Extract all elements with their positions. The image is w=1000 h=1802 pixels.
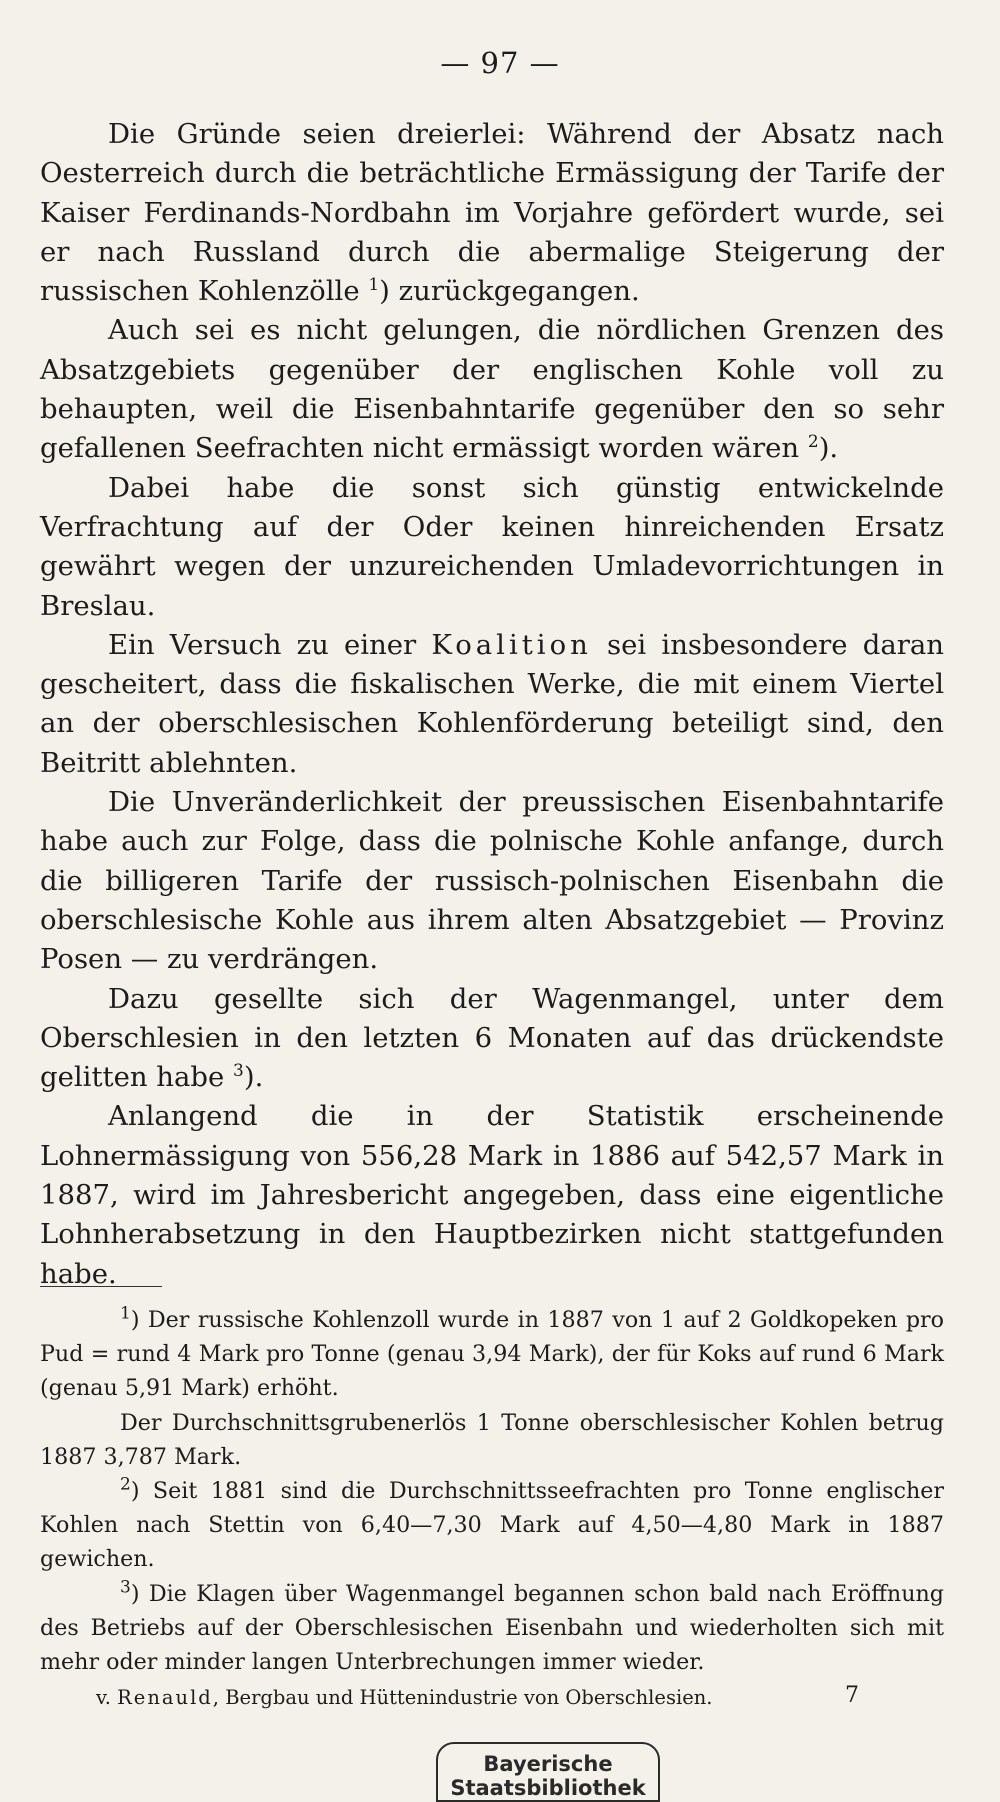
library-stamp: [436, 1742, 660, 1802]
paragraph-6-tail: ).: [243, 1061, 264, 1094]
stamp-line-2: Staatsbibliothek: [450, 1776, 646, 1800]
footnote-3-text: ) Die Klagen über Wagenmangel begannen schon bald nach Eröffnung des Betriebs auf der Oberschlesischen Eisenbahn und wiederholten sich mit mehr oder minder langen Unterbrechungen immer wieder.: [40, 1580, 944, 1676]
paragraph-1-tail: ) zurückgegangen.: [379, 275, 640, 308]
footnotes: [40, 1303, 944, 1679]
paragraph-1-text: Die Gründe seien dreierlei: Während der Absatz nach Oesterreich durch die beträchtliche Ermässigung der Tarife der Kaiser Ferdinands-Nordbahn im Vorjahre gefördert wurde, sei er nach Russland durch die abermalige Steigerung der russischen Kohlenzölle: [40, 118, 944, 308]
paragraph-4: [40, 626, 944, 783]
footnote-3: [40, 1577, 944, 1680]
footnote-ref-2: 2: [807, 432, 819, 453]
paragraph-2-tail: ).: [818, 432, 839, 465]
footnote-2: [40, 1474, 944, 1577]
footnote-1-marker: 1: [120, 1303, 131, 1324]
paragraph-3: Dabei habe die sonst sich günstig entwickelnde Verfrachtung auf der Oder keinen hinreichenden Ersatz gewährt wegen der unzureichenden Umladevorrichtungen in Breslau.: [40, 471, 944, 622]
page-number: — 97 —: [440, 46, 560, 80]
paragraph-2-text: Auch sei es nicht gelungen, die nördlichen Grenzen des Absatzgebiets gegenüber der englischen Kohle voll zu behaupten, weil die Eisenbahntarife gegenüber den so sehr gefallenen Seefrachten nicht ermässigt worden wären: [40, 314, 944, 465]
paragraph-6: [40, 980, 944, 1098]
footnote-1-continuation: Der Durchschnittsgrubenerlös 1 Tonne oberschlesischer Kohlen betrug 1887 3,787 Mark.: [40, 1409, 944, 1470]
main-text: [40, 115, 944, 1294]
paragraph-2: [40, 311, 944, 468]
paragraph-4-text: Ein Versuch zu einer: [108, 628, 417, 661]
stamp-line-1: Bayerische: [483, 1752, 613, 1776]
footnote-ref-3: 3: [233, 1060, 244, 1081]
signature-title: , Bergbau und Hüttenindustrie von Oberschlesien.: [212, 1686, 713, 1709]
paragraph-7: Anlangend die in der Statistik erscheinende Lohnermässigung von 556,28 Mark in 1886 auf 542,57 Mark in 1887, wird im Jahresbericht angegeben, dass eine eigentliche Lohnherabsetzung in den Hauptbezirken nicht stattgefunden habe.: [40, 1100, 944, 1290]
sheet-number: 7: [845, 1683, 859, 1708]
footnote-1: [40, 1303, 944, 1406]
signature-prefix: v.: [96, 1686, 111, 1709]
paragraph-1: [40, 115, 944, 311]
footnote-2-text: ) Seit 1881 sind die Durchschnittsseefrachten pro Tonne englischer Kohlen nach Stettin von 6,40—7,30 Mark auf 4,50—4,80 Mark in 1887 gewichen.: [40, 1478, 944, 1573]
paragraph-6-text: Dazu gesellte sich der Wagenmangel, unter dem Oberschlesien in den letzten 6 Monaten auf das drückendste gelitten habe: [40, 982, 944, 1094]
footnote-1-text: ) Der russische Kohlenzoll wurde in 1887 von 1 auf 2 Goldkopeken pro Pud = rund 4 Mark pro Tonne (genau 3,94 Mark), der für Koks auf rund 6 Mark (genau 5,91 Mark) erhöht.: [40, 1307, 944, 1402]
paragraph-4-tail: sei insbesondere daran gescheitert, dass die fiskalischen Werke, die mit einem Viertel an der oberschlesischen Kohlenförderung beteiligt sind, den Beitritt ablehnten.: [40, 628, 945, 779]
paragraph-5: Die Unveränderlichkeit der preussischen Eisenbahntarife habe auch zur Folge, dass die polnische Kohle anfange, durch die billigeren Tarife der russisch-polnischen Eisenbahn die oberschlesische Kohle aus ihrem alten Absatzgebiet — Provinz Posen — zu verdrängen.: [40, 786, 944, 976]
footnote-3-marker: 3: [120, 1577, 131, 1598]
signature-author: Renauld: [117, 1686, 213, 1709]
emphasized-word: Koalition: [431, 628, 592, 661]
footnote-ref-1: 1: [368, 275, 380, 296]
signature-line: [96, 1686, 713, 1709]
footnote-2-marker: 2: [120, 1474, 131, 1495]
footnote-divider: [40, 1286, 162, 1287]
